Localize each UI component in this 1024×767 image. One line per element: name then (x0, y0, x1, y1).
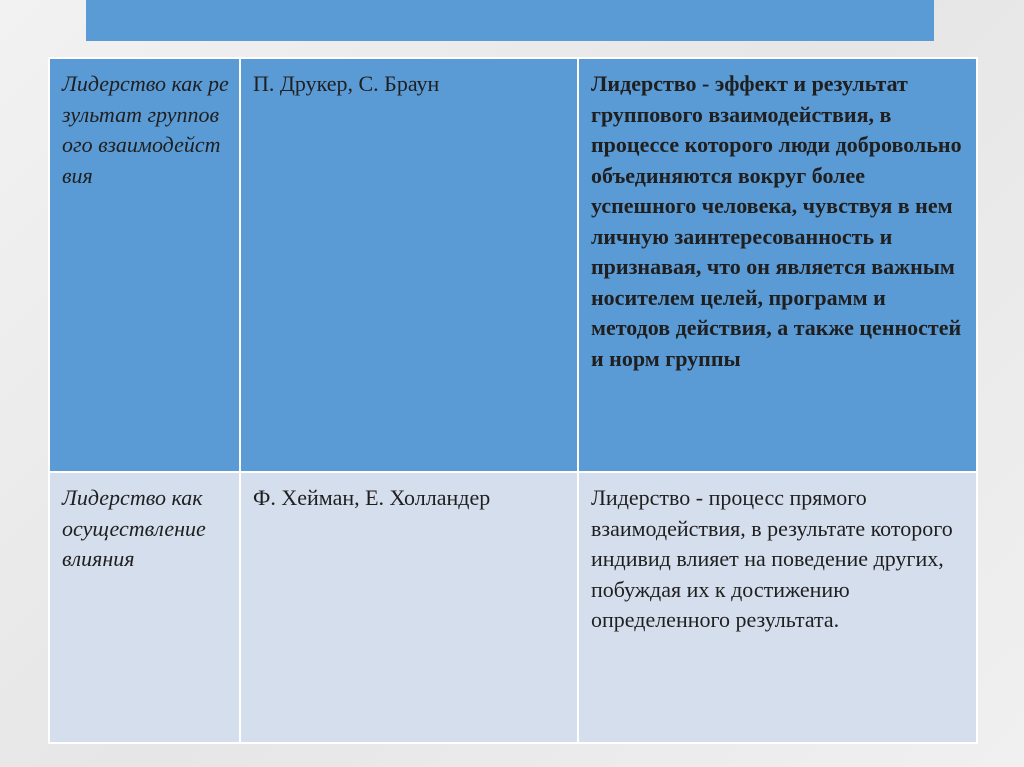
term-cell: Лидерство как осуществление влияния (49, 472, 240, 743)
title-bar (86, 0, 934, 41)
table-row (49, 58, 977, 472)
definition-cell: Лидерство - процесс прямого взаимодействия, в результате которого индивид влияет на поведение других, побуждая их к достижению определенного результата. (578, 472, 977, 743)
table-row (49, 472, 977, 743)
definition-cell: Лидерство - эффект и результат группового взаимодействия, в процессе которого люди добровольно объединяются вокруг более успешного человека, чувствуя в нем личную заинтересованность и признавая, что он является важным носителем целей, программ и методов действия, а также ценностей и норм группы (578, 58, 977, 472)
authors-cell: Ф. Хейман, Е. Холландер (240, 472, 578, 743)
definitions-table (48, 57, 978, 744)
leadership-table (48, 57, 976, 742)
term-cell: Лидерство как результат группового взаимодействия (49, 58, 240, 472)
authors-cell: П. Друкер, С. Браун (240, 58, 578, 472)
